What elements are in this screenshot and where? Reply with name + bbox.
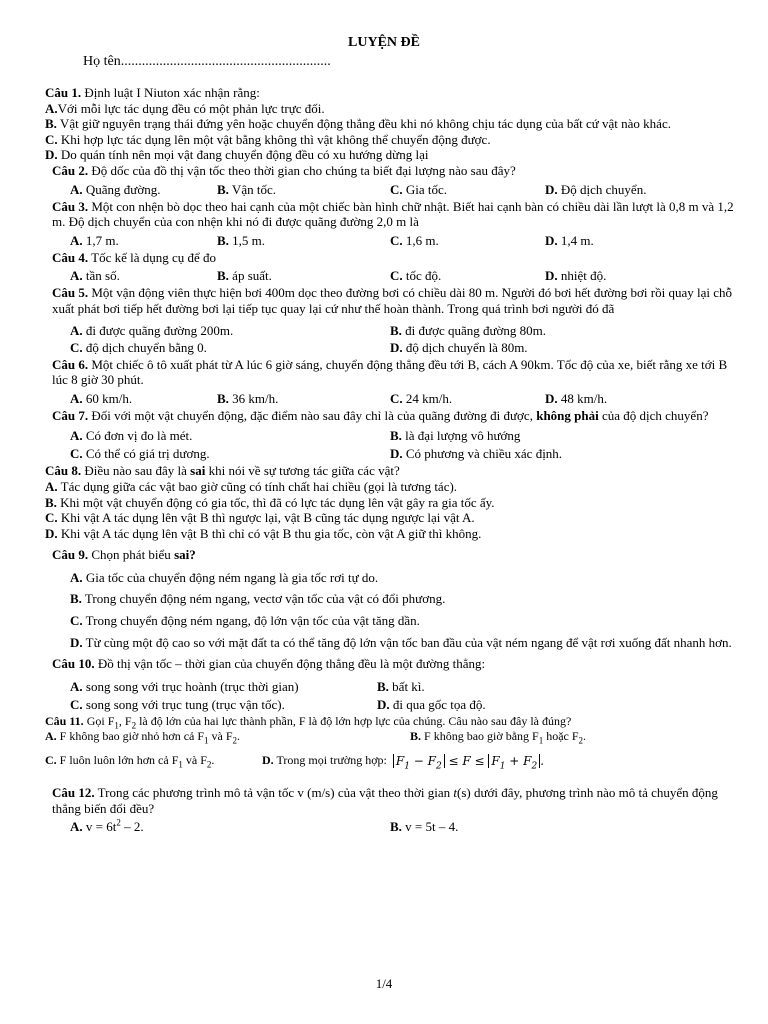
question-text: là độ lớn của hai lực thành phần, F là độ lớn hợp lực của chúng. Câu nào sau đây là đúng? <box>136 713 572 728</box>
option-text: Khi vật A tác dụng lên vật B thì ngược lại, vật B cũng tác dụng ngược lại vật A. <box>57 510 475 526</box>
option-text: Vật giữ nguyên trạng thái đứng yên hoặc chuyển động thẳng đều khi nó không chịu tác dụng của bất cứ vật nào khác. <box>56 116 671 132</box>
question-9 <box>45 547 735 563</box>
emphasis-text: sai? <box>174 547 196 563</box>
name-line: Họ tên............................................................ <box>83 54 331 69</box>
question-number: Câu 9. <box>52 547 89 563</box>
question-text: (s) dưới đây, phương trình nào mô tả chuyển động thẳng biến đổi đều? <box>52 785 718 816</box>
question-text: Độ dốc của đồ thị vận tốc theo thời gian cho chúng ta biết đại lượng nào sau đây? <box>88 162 516 178</box>
option-d: D. nhiệt độ. <box>545 268 607 284</box>
option-c: C. 24 km/h. <box>390 390 453 406</box>
question-text: Chọn phát biểu <box>88 547 175 563</box>
question-11 <box>45 713 735 731</box>
question-number: Câu 5. <box>52 285 89 301</box>
question-number: Câu 1. <box>45 85 82 100</box>
option-c: C. Có thể có giá trị dương. <box>70 446 210 462</box>
options-row <box>45 423 735 443</box>
options-row <box>45 179 735 199</box>
option-a: A. Gia tốc của chuyển động ném ngang là gia tốc rơi tự do. <box>70 569 379 585</box>
question-7 <box>45 408 735 424</box>
option-b: B. bất kì. <box>377 678 425 694</box>
option-b: B. là đại lượng vô hướng <box>390 428 521 444</box>
option-b: B. áp suất. <box>217 268 272 284</box>
option-b: B. 36 km/h. <box>217 390 279 406</box>
question-5 <box>45 285 735 316</box>
option-text: Do quán tính nên mọi vật đang chuyển động đều có xu hướng dừng lại <box>57 147 429 163</box>
question-text: Định luật I Niuton xác nhận rằng: <box>81 85 260 100</box>
question-list <box>45 85 735 836</box>
question-text: Một vận động viên thực hiện bơi 400m dọc theo đường bơi có chiều dài 80 m. Người đó bơi hết đường bơi rồi quay lại chỗ xuất phát bơi tiếp hết đường bơi lại tiếp tục quay lại cứ như thế hoàn thành. Trong quá trình bơi người đó đã <box>52 285 732 316</box>
option-label: B. <box>45 116 57 132</box>
question-number: Câu 7. <box>52 407 89 423</box>
options-row <box>45 443 735 463</box>
page-number: 1/4 <box>375 976 393 991</box>
option-b: B. Vận tốc. <box>217 181 276 197</box>
question-text: Trong các phương trình mô tả vận tốc v (m/s) của vật theo thời gian <box>94 785 454 801</box>
question-6 <box>45 357 735 388</box>
question-number: Câu 2. <box>52 162 89 178</box>
option-label: D. <box>45 147 58 163</box>
options-row <box>45 337 735 357</box>
option-c: C. độ dịch chuyển bằng 0. <box>70 339 207 355</box>
option-text: Tác dụng giữa các vật bao giờ cũng có tính chất hai chiều (gọi là tương tác). <box>57 478 458 494</box>
option-c: C. F luôn luôn lớn hơn cả $F_1$ và $F_2$. <box>45 753 215 770</box>
option-b: B. v = 5t – 4. <box>390 819 459 835</box>
question-number: Câu 10. <box>52 656 95 672</box>
option-d: D. Độ dịch chuyển. <box>545 181 647 197</box>
question-text: Một con nhện bò dọc theo hai cạnh của một chiếc bàn hình chữ nhật. Biết hai cạnh bàn có chiều dài lần lượt là 0,8 m và 1,2 m. Độ dịch chuyển của con nhện khi nó đi được quãng đường 2,0 m là <box>52 198 734 230</box>
question-number: Câu 6. <box>52 356 89 372</box>
inequality-formula: $F_1 - F_2 \le F \le F_1 + F_2$ . <box>393 754 544 768</box>
option-text: Khi một vật chuyển động có gia tốc, thì đã có lực tác dụng lên vật gây ra gia tốc ấy. <box>56 494 495 510</box>
subscript: 2 <box>131 720 137 731</box>
question-text: Điều nào sau đây là <box>81 463 191 479</box>
option-b: B. F không bao giờ bằng $F_1$ hoặc $F_2$. <box>410 729 587 746</box>
question-number: Câu 11. <box>45 713 84 728</box>
option-a: A. song song với trục hoành (trục thời gian) <box>70 678 299 694</box>
question-10 <box>45 656 735 672</box>
emphasis-text: sai <box>190 463 206 479</box>
option-text: Với mỗi lực tác dụng đều có một phản lực trực đối. <box>57 100 325 116</box>
option-d: D. Trong mọi trường hợp: $F_1 - F_2 \le F \le F_1 + F_2$ . <box>262 753 545 772</box>
option-a: A. 1,7 m. <box>70 232 119 248</box>
option-b: B. đi được quãng đường 80m. <box>390 322 547 338</box>
options-row <box>45 672 735 694</box>
option-label: B. <box>45 494 57 510</box>
emphasis-text: không phải <box>536 407 599 423</box>
question-text: Gọi F <box>83 713 115 728</box>
option-d: D. 48 km/h. <box>545 390 608 406</box>
option-c: C. song song với trục tung (trục vận tốc). <box>70 696 285 712</box>
option-d: D. Từ cùng một độ cao so với mặt đất ta có thể tăng độ lớn vận tốc ban đầu của vật ném ngang để vật rơi xuống đất nhanh hơn. <box>70 634 732 650</box>
question-text: Một chiếc ô tô xuất phát từ A lúc 6 giờ sáng, chuyển động thẳng đều tới B, cách A 90km. Tốc độ của xe, biết rằng xe tới B lúc 8 giờ 30 phút. <box>52 356 728 388</box>
options-row <box>45 745 735 771</box>
option-text: Khi hợp lực tác dụng lên một vật bằng không thì vật không thể chuyển động được. <box>57 131 491 147</box>
question-3 <box>45 199 735 230</box>
question-text: của độ dịch chuyển? <box>598 407 709 423</box>
question-4 <box>45 250 735 266</box>
options-row <box>45 265 735 285</box>
option-label: A. <box>45 100 58 116</box>
question-text: khi nói về sự tương tác giữa các vật? <box>205 463 400 479</box>
option-d: D. độ dịch chuyển là 80m. <box>390 339 528 355</box>
question-1 <box>45 85 735 163</box>
option-text: Khi vật A tác dụng lên vật B thì chỉ có vật B thu gia tốc, còn vật A giữ thì không. <box>57 525 482 541</box>
question-number: Câu 4. <box>52 249 89 265</box>
option-a: A. 60 km/h. <box>70 390 133 406</box>
options-row <box>45 388 735 408</box>
options-row <box>45 317 735 337</box>
page-title: LUYỆN ĐỀ <box>348 35 420 50</box>
question-12 <box>45 785 735 816</box>
question-number: Câu 12. <box>52 785 95 801</box>
question-text: Đối với một vật chuyển động, đặc điểm nào sau đây chỉ là của quãng đường đi được, <box>88 407 537 423</box>
option-a: A. đi được quãng đường 200m. <box>70 322 234 338</box>
question-number: Câu 3. <box>52 198 89 214</box>
option-b: B. 1,5 m. <box>217 232 266 248</box>
option-a: A. Có đơn vị đo là mét. <box>70 428 193 444</box>
option-a: A. $v = 6t^2 - 2$. <box>70 818 144 835</box>
option-b: B. Trong chuyển động ném ngang, vectơ vận tốc của vật có đổi phương. <box>70 591 446 607</box>
option-d: D. Có phương và chiều xác định. <box>390 446 563 462</box>
question-text: Đồ thị vận tốc – thời gian của chuyển động thẳng đều là một đường thẳng: <box>94 656 486 672</box>
option-d: D. đi qua gốc tọa độ. <box>377 696 486 712</box>
question-2 <box>45 163 735 179</box>
option-label: C. <box>45 510 58 526</box>
option-label: A. <box>45 478 58 494</box>
options-row <box>45 694 735 714</box>
question-8 <box>45 463 735 541</box>
option-d: D. 1,4 m. <box>545 232 594 248</box>
option-a: A. Quãng đường. <box>70 181 161 197</box>
subscript: 1 <box>114 720 119 731</box>
variable-text: t <box>453 785 457 801</box>
option-label: C. <box>45 131 58 147</box>
option-c: C. Gia tốc. <box>390 181 448 197</box>
options-list <box>45 570 735 650</box>
options-row <box>45 230 735 250</box>
options-row <box>45 816 735 836</box>
option-a: A. tần số. <box>70 268 120 284</box>
option-c: C. tốc độ. <box>390 268 442 284</box>
question-text: Tốc kế là dụng cụ để đo <box>88 249 217 265</box>
option-c: C. 1,6 m. <box>390 232 439 248</box>
question-text: , F <box>118 713 132 728</box>
options-row <box>45 728 735 745</box>
question-number: Câu 8. <box>45 463 82 479</box>
option-label: D. <box>45 525 58 541</box>
option-a: A. F không bao giờ nhỏ hơn cả $F_1$ và $F_2$. <box>45 729 241 746</box>
option-c: C. Trong chuyển động ném ngang, độ lớn vận tốc của vật tăng dần. <box>70 613 420 629</box>
